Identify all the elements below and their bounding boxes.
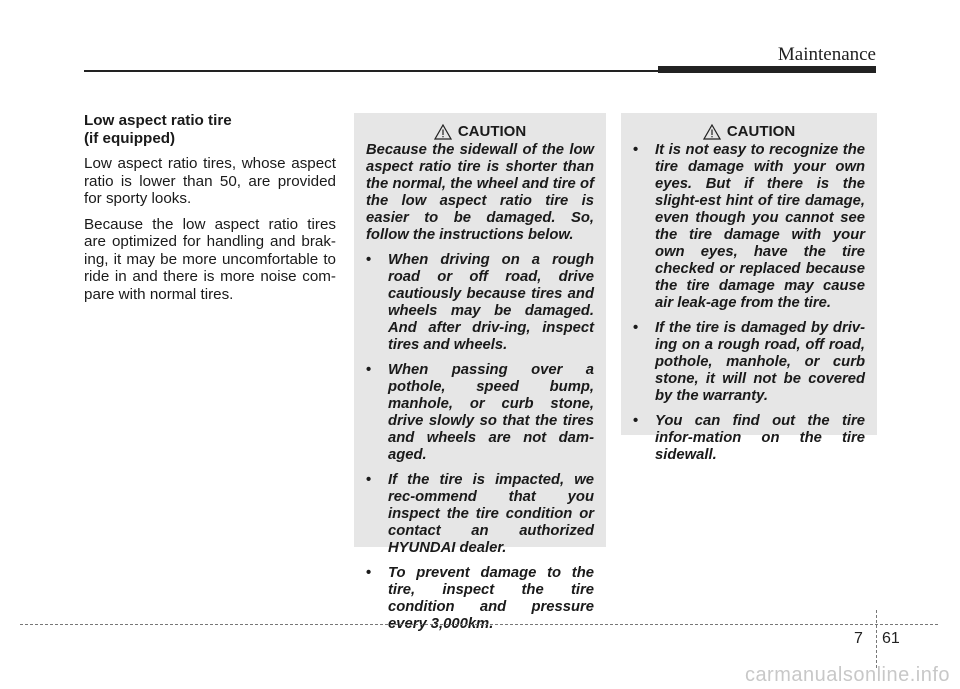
caution-item (366, 472, 594, 557)
chapter-number: 7 (854, 630, 863, 647)
footer-divider (20, 624, 938, 625)
caution-item (633, 413, 865, 464)
page-number: 61 (882, 630, 900, 647)
caution-box (621, 113, 877, 463)
section-heading (84, 112, 336, 147)
caution-item (633, 320, 865, 405)
body-column (84, 112, 336, 311)
header-rule (84, 70, 664, 72)
caution-item-text: When passing over a pothole, speed bump, manhole, or curb stone, drive slowly so that the tires and wheels are not dam-aged. (388, 362, 594, 463)
warning-triangle-icon (703, 124, 721, 140)
bullet-icon: • (366, 252, 372, 268)
caution-item-text: If the tire is impacted, we rec-ommend that you inspect the tire condition or contact an authorized HYUNDAI dealer. (388, 472, 594, 556)
caution-label: CAUTION (726, 123, 796, 140)
section-heading-line2: (if equipped) (84, 129, 176, 147)
caution-item (366, 565, 594, 633)
caution-item (366, 362, 594, 464)
watermark: carmanualsonline.info (744, 664, 950, 686)
caution-label: CAUTION (457, 123, 527, 140)
bullet-icon: • (366, 362, 372, 378)
caution-item-text: To prevent damage to the tire, inspect the tire condition and pressure every 3,000km. (388, 565, 594, 632)
caution-list (633, 142, 865, 464)
bullet-icon: • (366, 565, 372, 581)
warning-triangle-icon (434, 124, 452, 140)
caution-item (633, 142, 865, 312)
footer-page-separator (876, 610, 877, 668)
caution-intro: Because the sidewall of the low aspect ratio tire is shorter than the normal, the wheel and tire of the low aspect ratio tire is easier to be damaged. So, follow the instructions below. (366, 142, 594, 243)
caution-item-text: You can find out the tire infor-mation on the tire sidewall. (655, 413, 865, 463)
caution-box (354, 113, 606, 632)
caution-item-text: It is not easy to recognize the tire damage with your own eyes. But if there is the slight-est hint of tire damage, even though you cannot see the tire damage with your own eyes, have the tire checked or replaced because the tire damage may cause air leak-age from the tire. (655, 142, 865, 311)
bullet-icon: • (366, 472, 372, 488)
caution-item-text: When driving on a rough road or off road, drive cautiously because tires and wheels may be damaged. And after driv-ing, inspect tires and wheels. (388, 252, 594, 353)
caution-item (366, 252, 594, 354)
body-paragraph: Because the low aspect ratio tires are optimized for handling and brak-ing, it may be more uncomfortable to ride in and there is more noise com-pare with normal tires. (84, 215, 336, 303)
header-rule-accent (658, 66, 876, 73)
caution-header (366, 123, 594, 140)
bullet-icon: • (633, 320, 639, 336)
bullet-icon: • (633, 142, 639, 158)
bullet-icon: • (633, 413, 639, 429)
section-heading-line1: Low aspect ratio tire (84, 112, 232, 129)
page-section-title: Maintenance (777, 44, 876, 65)
caution-header (633, 123, 865, 140)
caution-list (366, 252, 594, 633)
caution-item-text: If the tire is damaged by driv-ing on a rough road, off road, pothole, manhole, or curb stone, it will not be covered by the warranty. (655, 320, 865, 404)
body-paragraph: Low aspect ratio tires, whose aspect ratio is lower than 50, are provided for sporty looks. (84, 155, 336, 207)
